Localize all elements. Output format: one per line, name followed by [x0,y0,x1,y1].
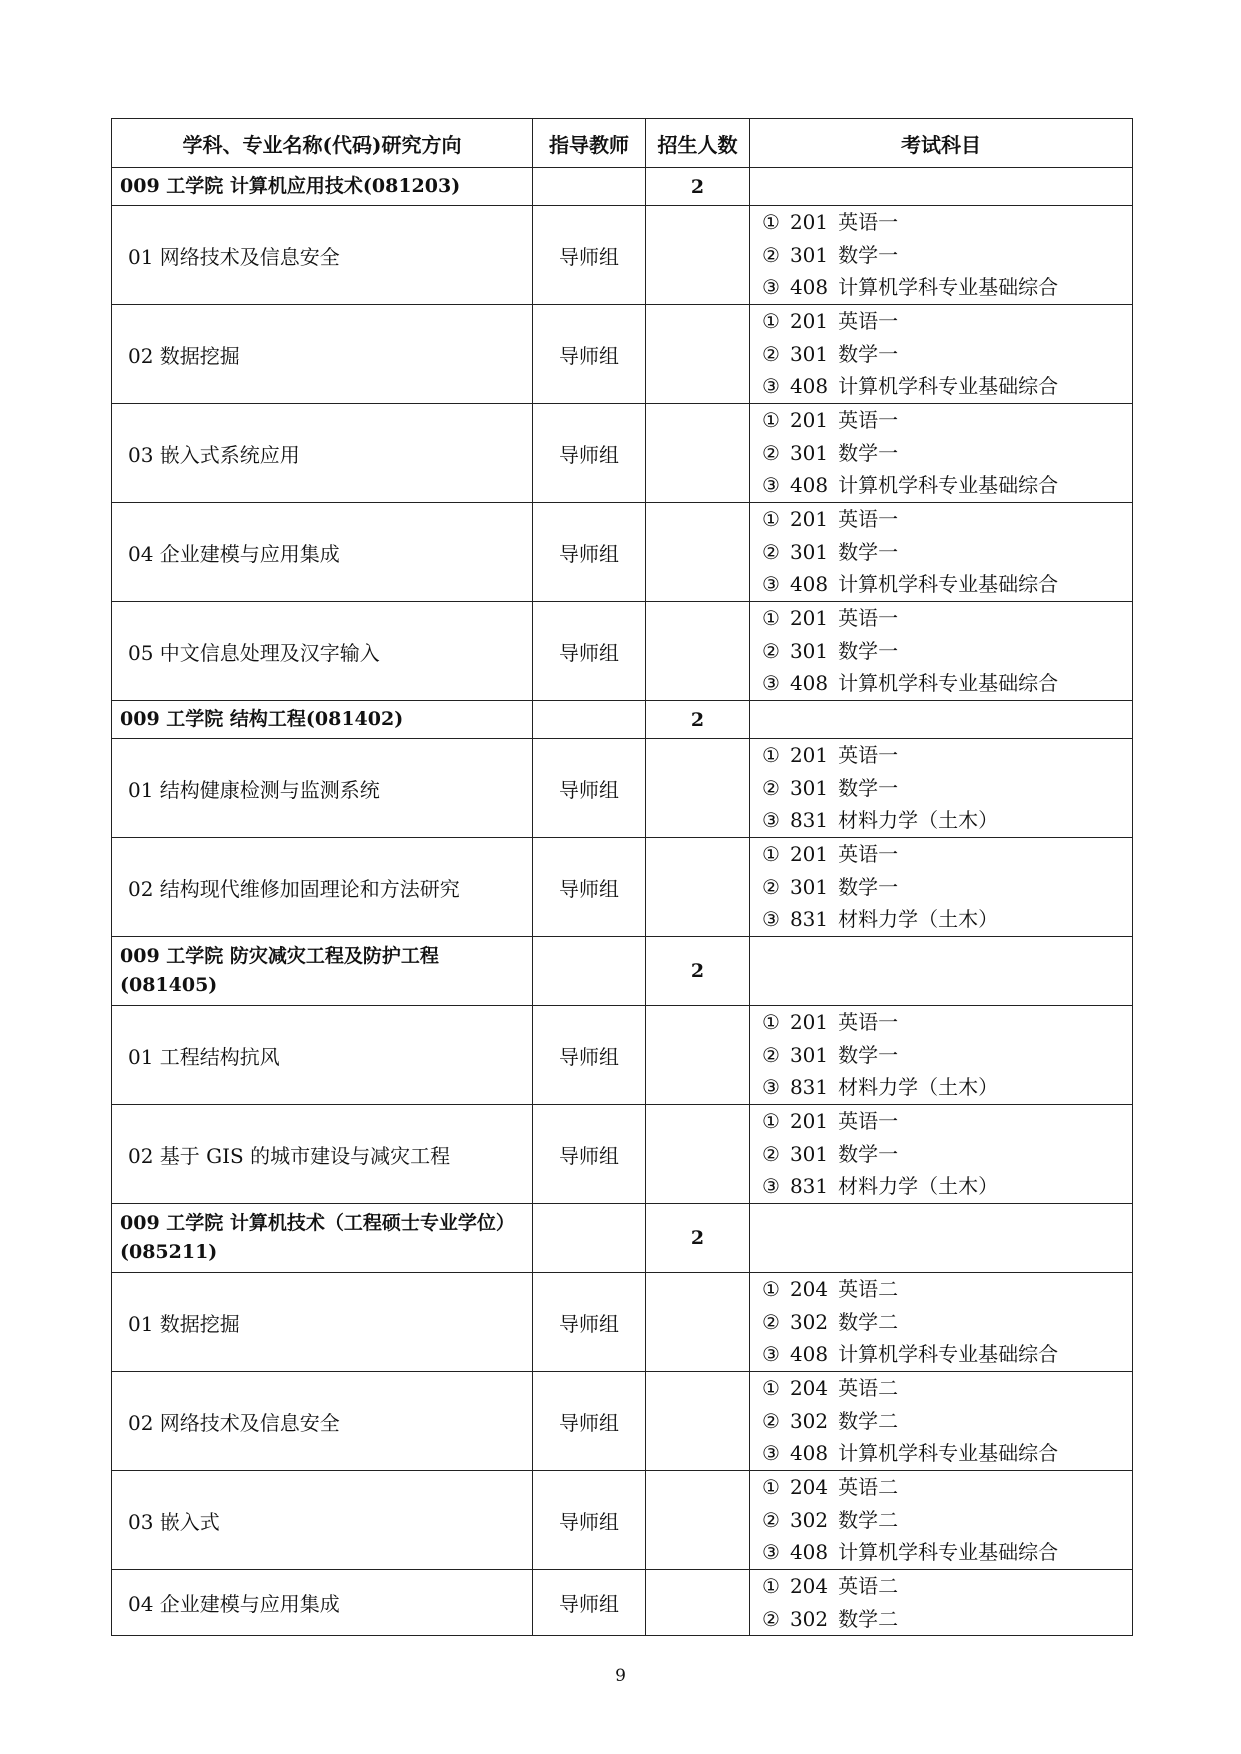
exam-subject-line [762,1338,1132,1371]
supervisor-cell: 导师组 [533,1273,646,1372]
supervisor-cell [533,701,646,739]
exam-subject: 材料力学（土木） [838,907,999,932]
exam-subject: 英语二 [838,1475,899,1500]
direction-row [112,838,1133,937]
major-name: 009 工学院 结构工程(081402) [112,701,533,739]
exam-subjects-cell [750,206,1133,305]
exam-subject-line [762,1437,1132,1470]
exam-number-mark: ① [762,210,780,235]
exam-subject-line [762,271,1132,304]
exam-number-mark: ② [762,1309,780,1334]
exam-number-mark: ② [762,1408,780,1433]
exam-subject-line [762,206,1132,239]
exam-code: 201 [789,408,829,433]
exam-subject-line [762,437,1132,470]
exam-subject: 英语一 [838,408,899,433]
supervisor-cell: 导师组 [533,404,646,503]
exam-subject: 数学一 [838,242,899,267]
exam-code: 408 [789,473,829,498]
exam-subject-line [762,1105,1132,1138]
exam-subject-line [762,804,1132,837]
exam-code: 831 [789,808,829,833]
exam-number-mark: ① [762,842,780,867]
exam-subject: 英语一 [838,309,899,334]
quota-cell [646,739,750,838]
exam-number-mark: ③ [762,1342,780,1367]
exam-code: 204 [789,1475,829,1500]
exam-subject: 材料力学（土木） [838,1075,999,1100]
direction-row [112,503,1133,602]
exam-subject-line [762,1039,1132,1072]
exam-number-mark: ③ [762,907,780,932]
exam-number-mark: ① [762,606,780,631]
exam-code: 831 [789,907,829,932]
exam-code: 408 [789,1540,829,1565]
major-row [112,1204,1133,1273]
header-quota: 招生人数 [646,119,750,168]
exam-subject-line [762,1471,1132,1504]
direction-name: 01 结构健康检测与监测系统 [112,739,533,838]
exam-subject-line [762,1372,1132,1405]
major-name: 009 工学院 计算机应用技术(081203) [112,168,533,206]
exam-subjects-cell [750,1273,1133,1372]
direction-name: 03 嵌入式系统应用 [112,404,533,503]
exam-number-mark: ① [762,1277,780,1302]
exam-subject: 英语二 [838,1376,899,1401]
direction-row [112,1105,1133,1204]
exam-subject: 数学一 [838,341,899,366]
exam-code: 201 [789,606,829,631]
exam-code: 408 [789,1441,829,1466]
exam-code: 408 [789,572,829,597]
quota-cell [646,602,750,701]
header-exam-subjects: 考试科目 [750,119,1133,168]
exam-number-mark: ② [762,539,780,564]
exam-subject-line [762,1138,1132,1171]
exam-number-mark: ② [762,242,780,267]
exam-subject-line [762,602,1132,635]
exam-subjects-cell [750,1372,1133,1471]
exam-number-mark: ② [762,775,780,800]
exam-number-mark: ① [762,408,780,433]
exam-subject: 计算机学科专业基础综合 [838,1342,1059,1367]
exam-number-mark: ① [762,743,780,768]
direction-name: 02 基于 GIS 的城市建设与减灾工程 [112,1105,533,1204]
direction-row [112,1372,1133,1471]
exam-number-mark: ① [762,1010,780,1035]
major-row [112,701,1133,739]
exam-subject: 数学一 [838,775,899,800]
header-supervisor: 指导教师 [533,119,646,168]
exam-number-mark: ③ [762,275,780,300]
direction-name: 02 网络技术及信息安全 [112,1372,533,1471]
exam-cell [750,937,1133,1006]
direction-name: 03 嵌入式 [112,1471,533,1570]
exam-subject-line [762,1006,1132,1039]
exam-code: 302 [789,1507,829,1532]
exam-number-mark: ① [762,1376,780,1401]
exam-subject: 计算机学科专业基础综合 [838,671,1059,696]
exam-code: 831 [789,1075,829,1100]
quota-cell [646,1570,750,1636]
exam-subjects-cell [750,1570,1133,1636]
exam-subject: 数学二 [838,1606,899,1631]
exam-code: 301 [789,341,829,366]
major-name: 009 工学院 计算机技术（工程硕士专业学位）(085211) [112,1204,533,1273]
exam-subjects-cell [750,404,1133,503]
exam-subject: 英语一 [838,507,899,532]
exam-number-mark: ② [762,1141,780,1166]
exam-subject: 材料力学（土木） [838,808,999,833]
supervisor-cell: 导师组 [533,503,646,602]
exam-subject: 英语一 [838,606,899,631]
exam-subject: 英语二 [838,1574,899,1598]
exam-number-mark: ③ [762,1540,780,1565]
exam-code: 301 [789,874,829,899]
exam-subject-line [762,903,1132,936]
supervisor-cell [533,1204,646,1273]
exam-subject-line [762,536,1132,569]
supervisor-cell: 导师组 [533,305,646,404]
exam-code: 201 [789,743,829,768]
direction-name: 01 工程结构抗风 [112,1006,533,1105]
exam-number-mark: ③ [762,473,780,498]
supervisor-cell: 导师组 [533,1471,646,1570]
exam-number-mark: ③ [762,1174,780,1199]
supervisor-cell [533,937,646,1006]
quota-cell [646,404,750,503]
supervisor-cell: 导师组 [533,602,646,701]
exam-code: 831 [789,1174,829,1199]
exam-subject: 英语一 [838,842,899,867]
exam-code: 302 [789,1606,829,1631]
exam-number-mark: ③ [762,808,780,833]
exam-subject: 数学一 [838,1141,899,1166]
direction-name: 02 结构现代维修加固理论和方法研究 [112,838,533,937]
exam-subject: 英语一 [838,210,899,235]
exam-code: 204 [789,1376,829,1401]
quota-cell [646,1273,750,1372]
exam-subject-line [762,667,1132,700]
exam-subject: 英语二 [838,1277,899,1302]
exam-code: 408 [789,374,829,399]
exam-subject-line [762,1273,1132,1306]
exam-subjects-cell [750,838,1133,937]
direction-row [112,1006,1133,1105]
exam-subject: 数学一 [838,1042,899,1067]
exam-number-mark: ② [762,1606,780,1631]
exam-number-mark: ② [762,1507,780,1532]
exam-subject: 英语一 [838,743,899,768]
supervisor-cell: 导师组 [533,1570,646,1636]
exam-number-mark: ③ [762,572,780,597]
exam-code: 204 [789,1574,829,1598]
table-body [112,168,1133,1636]
exam-subject-line [762,1603,1132,1636]
exam-subject-line [762,772,1132,805]
exam-subject-line [762,1170,1132,1203]
exam-subject-line [762,871,1132,904]
direction-row [112,305,1133,404]
exam-subject: 数学二 [838,1309,899,1334]
exam-subjects-cell [750,305,1133,404]
direction-name: 04 企业建模与应用集成 [112,1570,533,1636]
exam-subjects-cell [750,739,1133,838]
exam-code: 201 [789,507,829,532]
exam-subject: 材料力学（土木） [838,1174,999,1199]
exam-code: 201 [789,1010,829,1035]
header-row [112,119,1133,168]
direction-row [112,206,1133,305]
quota-cell: 2 [646,168,750,206]
exam-subjects-cell [750,503,1133,602]
exam-subject-line [762,1504,1132,1537]
exam-subject: 计算机学科专业基础综合 [838,1441,1059,1466]
quota-cell: 2 [646,1204,750,1273]
direction-row [112,739,1133,838]
exam-subject-line [762,1306,1132,1339]
exam-code: 301 [789,775,829,800]
exam-subject: 计算机学科专业基础综合 [838,374,1059,399]
supervisor-cell: 导师组 [533,1105,646,1204]
supervisor-cell: 导师组 [533,1372,646,1471]
exam-number-mark: ① [762,309,780,334]
exam-code: 302 [789,1408,829,1433]
exam-code: 408 [789,275,829,300]
supervisor-cell: 导师组 [533,206,646,305]
exam-number-mark: ① [762,1475,780,1500]
major-row [112,937,1133,1006]
exam-number-mark: ③ [762,374,780,399]
quota-cell [646,206,750,305]
exam-code: 204 [789,1277,829,1302]
exam-subject: 数学一 [838,874,899,899]
enrollment-table [111,118,1133,1636]
exam-subject: 计算机学科专业基础综合 [838,572,1059,597]
supervisor-cell: 导师组 [533,739,646,838]
exam-number-mark: ② [762,1042,780,1067]
exam-subject: 计算机学科专业基础综合 [838,473,1059,498]
exam-code: 301 [789,638,829,663]
exam-subject: 数学二 [838,1408,899,1433]
header-major-direction: 学科、专业名称(代码)研究方向 [112,119,533,168]
exam-subject: 英语一 [838,1010,899,1035]
exam-subject-line [762,1071,1132,1104]
direction-row [112,602,1133,701]
exam-subject: 英语一 [838,1109,899,1134]
direction-name: 01 网络技术及信息安全 [112,206,533,305]
exam-subject: 计算机学科专业基础综合 [838,1540,1059,1565]
quota-cell [646,1372,750,1471]
exam-number-mark: ① [762,507,780,532]
exam-subject-line [762,1405,1132,1438]
exam-subjects-cell [750,1006,1133,1105]
exam-number-mark: ② [762,341,780,366]
direction-name: 05 中文信息处理及汉字输入 [112,602,533,701]
exam-subject: 数学二 [838,1507,899,1532]
quota-cell: 2 [646,937,750,1006]
exam-number-mark: ③ [762,1441,780,1466]
exam-code: 408 [789,671,829,696]
supervisor-cell: 导师组 [533,838,646,937]
quota-cell [646,1105,750,1204]
exam-subject-line [762,568,1132,601]
exam-subject-line [762,370,1132,403]
exam-number-mark: ① [762,1109,780,1134]
direction-name: 04 企业建模与应用集成 [112,503,533,602]
direction-row [112,1273,1133,1372]
direction-name: 01 数据挖掘 [112,1273,533,1372]
exam-subject-line [762,503,1132,536]
exam-cell [750,168,1133,206]
quota-cell [646,1006,750,1105]
quota-cell: 2 [646,701,750,739]
exam-code: 201 [789,210,829,235]
quota-cell [646,1471,750,1570]
exam-subject-line [762,404,1132,437]
exam-subject-line [762,739,1132,772]
exam-number-mark: ② [762,638,780,663]
exam-subject: 数学一 [838,638,899,663]
exam-subject-line [762,838,1132,871]
exam-number-mark: ① [762,1574,780,1598]
exam-number-mark: ② [762,440,780,465]
direction-name: 02 数据挖掘 [112,305,533,404]
quota-cell [646,503,750,602]
exam-subject: 计算机学科专业基础综合 [838,275,1059,300]
quota-cell [646,305,750,404]
exam-subject-line [762,1570,1132,1603]
exam-subject: 数学一 [838,539,899,564]
exam-subject-line [762,469,1132,502]
supervisor-cell [533,168,646,206]
exam-code: 201 [789,842,829,867]
exam-code: 301 [789,242,829,267]
exam-code: 301 [789,440,829,465]
exam-subjects-cell [750,602,1133,701]
exam-subject-line [762,239,1132,272]
direction-row [112,1570,1133,1636]
exam-number-mark: ② [762,874,780,899]
exam-code: 201 [789,309,829,334]
exam-subjects-cell [750,1105,1133,1204]
direction-row [112,1471,1133,1570]
direction-row [112,404,1133,503]
exam-subject-line [762,338,1132,371]
page-number: 9 [615,1666,626,1686]
major-name: 009 工学院 防灾减灾工程及防护工程(081405) [112,937,533,1006]
exam-code: 301 [789,1141,829,1166]
exam-subjects-cell [750,1471,1133,1570]
exam-subject-line [762,305,1132,338]
exam-subject-line [762,635,1132,668]
exam-cell [750,701,1133,739]
exam-number-mark: ③ [762,1075,780,1100]
exam-code: 301 [789,1042,829,1067]
exam-subject-line [762,1536,1132,1569]
supervisor-cell: 导师组 [533,1006,646,1105]
exam-code: 301 [789,539,829,564]
exam-number-mark: ③ [762,671,780,696]
exam-cell [750,1204,1133,1273]
exam-code: 201 [789,1109,829,1134]
exam-code: 408 [789,1342,829,1367]
exam-code: 302 [789,1309,829,1334]
exam-subject: 数学一 [838,440,899,465]
major-row [112,168,1133,206]
quota-cell [646,838,750,937]
